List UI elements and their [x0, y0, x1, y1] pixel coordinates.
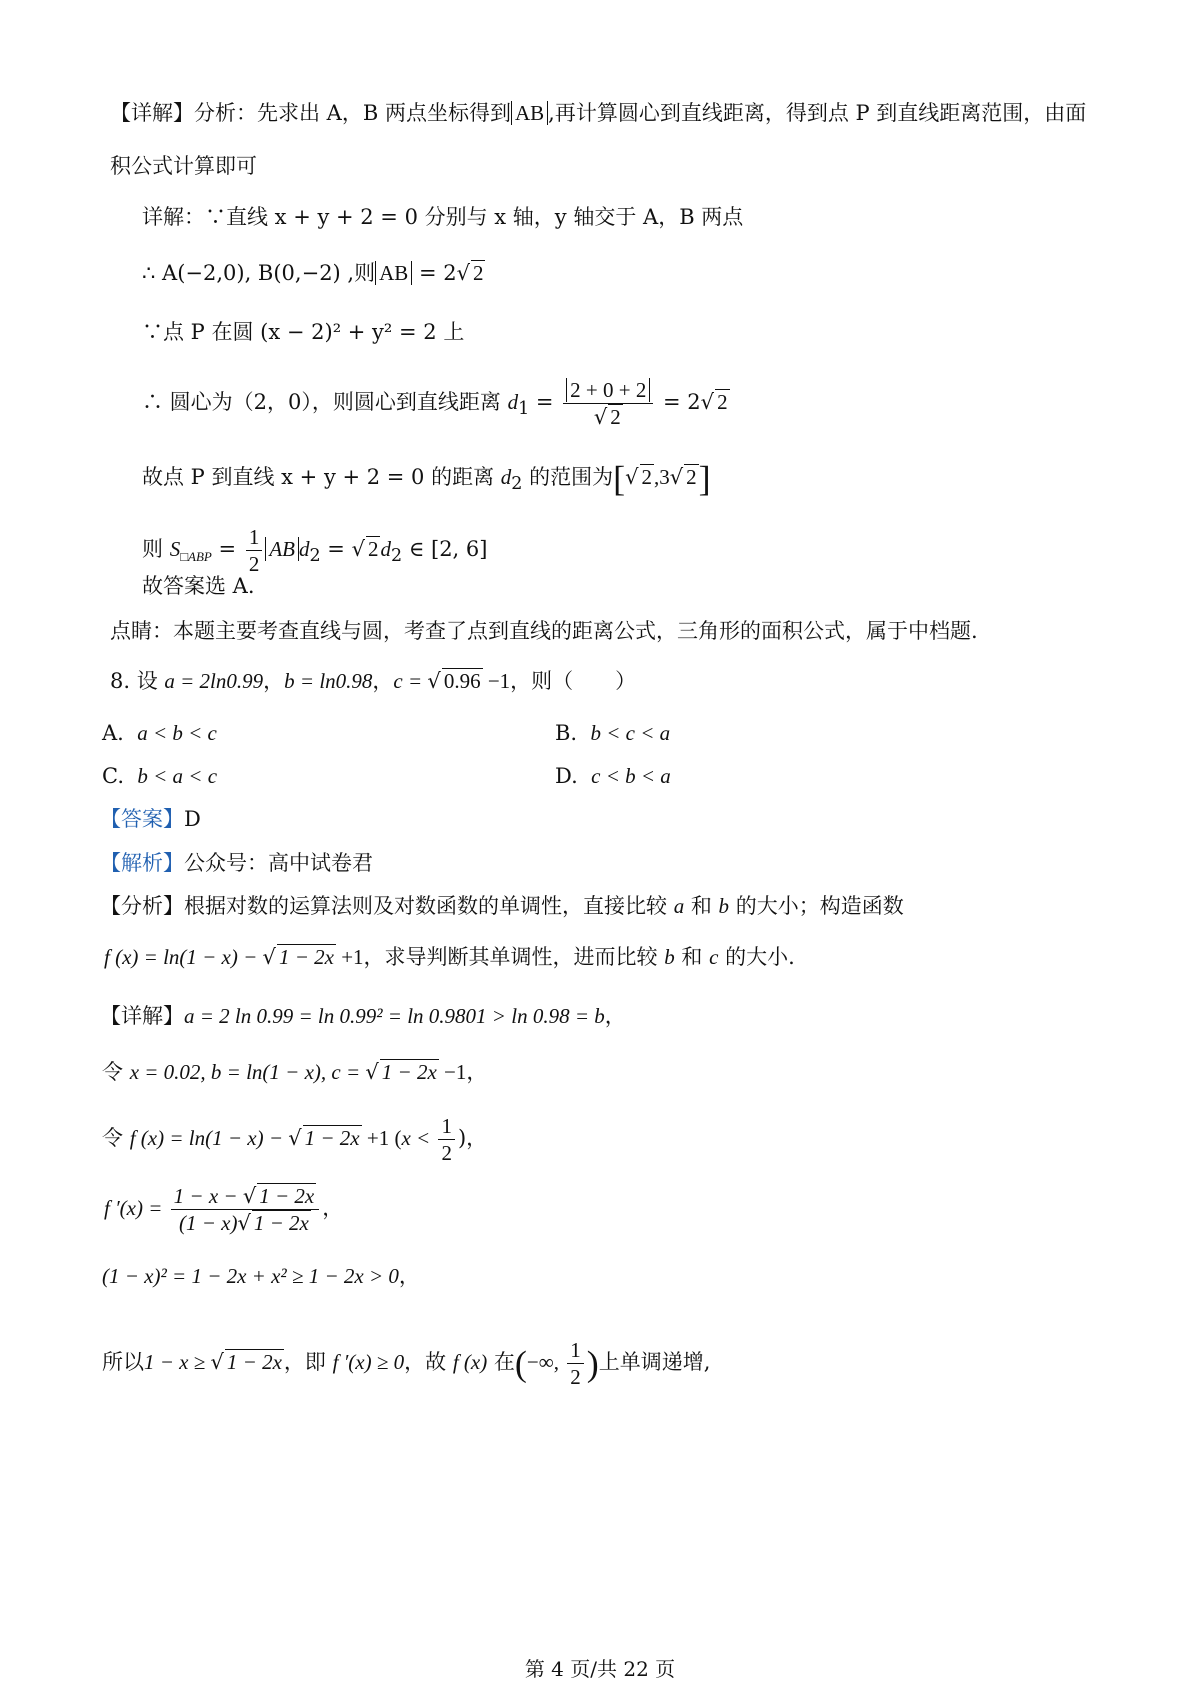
detail-line-1: 详解：∵直线 x + y + 2 = 0 分别与 x 轴，y 轴交于 A，B 两点 [142, 205, 744, 229]
page-footer: 第 4 页/共 22 页 [524, 1657, 676, 1681]
fenxi-line-1: 【分析】根据对数的运算法则及对数函数的单调性，直接比较 a 和 b 的大小；构造函数 [100, 894, 904, 918]
question-8: 8. 设 a = 2ln0.99，b = ln0.98，c = √ 0.96 −1，则（ ） [110, 669, 637, 693]
detail-line-7: 故答案选 A. [142, 574, 255, 598]
solution-line-5: 所以1 − x ≥ √ 1 − 2x，即 f ′(x) ≥ 0，故 f (x) 在(−∞, $\frac{1}{2}$ )上单调递增, [102, 1338, 711, 1389]
distance-fraction: $\frac{2 + 0 + 2}{√ 2}$ [563, 377, 653, 430]
detail-line-4: ∴ 圆心为（2，0），则圆心到直线距离 $d_1$ = $\frac{2 + 0 + 2}{√ 2}$ = 2√ 2 [142, 378, 728, 429]
jiexi-line: 【解析】公众号：高中试卷君 [100, 851, 373, 875]
xiangjie-line: 【详解】a = 2 ln 0.99 = ln 0.99² = ln 0.9801 > ln 0.98 = b， [100, 1004, 626, 1028]
solution-line-1: 令 x = 0.02, b = ln(1 − x), c = √ 1 − 2x −1， [102, 1060, 488, 1084]
option-c: C. b < a < c [102, 764, 218, 788]
jiexi-tag: 【解析】 [100, 851, 184, 875]
detail-line-3: ∵点 P 在圆 (x − 2)² + y² = 2 上 [142, 320, 465, 344]
option-a: A. a < b < c [102, 721, 217, 745]
derivative-fraction: $\frac{1 - x - √ 1 - 2x}{(1 - x)√ 1 - 2x}$ [171, 1183, 320, 1236]
detail-line-2: ∴ A(−2,0), B(0,−2) ,则 AB = 2√ 2 [142, 261, 484, 285]
solution-line-4: (1 − x)² = 1 − 2x + x² ≥ 1 − 2x > 0， [102, 1264, 420, 1288]
answer-tag: 【答案】 [100, 807, 184, 831]
detail-line-6: 则 $S_{□ABP}$ = $\frac{1}{2}$ AB $d_2$ = √ $2d_2$ ∈ [2, 6] [142, 525, 488, 576]
dianjing-note: 点睛：本题主要考查直线与圆，考查了点到直线的距离公式，三角形的面积公式，属于中档题. [110, 619, 978, 643]
fenxi-line-2: f (x) = ln(1 − x) − √ 1 − 2x +1，求导判断其单调性，进而比较 b 和 c 的大小. [104, 945, 795, 969]
detail-line-5: 故点 P 到直线 x + y + 2 = 0 的距离 $d_2$ 的范围为[√ 2,3√ 2] [142, 458, 711, 499]
derivative-line: f ′(x) = $\frac{1 - x - √ 1 - 2x}{(1 - x)√ 1 - 2x}$ ， [104, 1184, 344, 1235]
solution-line-2: 令 f (x) = ln(1 − x) − √ 1 − 2x +1 (x < $\frac{1}{2}$ )， [102, 1114, 488, 1165]
half-fraction: $\frac{1}{2}$ [438, 1113, 455, 1166]
half-fraction: $\frac{1}{2}$ [567, 1337, 584, 1390]
paragraph-analysis-1: 【详解】分析：先求出 A，B 两点坐标得到 AB ,再计算圆心到直线距离，得到点 P 到直线距离范围，由面 [110, 101, 1087, 125]
option-d: D. c < b < a [555, 764, 671, 788]
answer-line: 【答案】D [100, 807, 201, 831]
option-b: B. b < c < a [555, 721, 671, 745]
half-fraction: $\frac{1}{2}$ [246, 524, 263, 577]
section-tag: 【详解】 [110, 101, 194, 125]
paragraph-analysis-2: 积公式计算即可 [110, 154, 257, 178]
